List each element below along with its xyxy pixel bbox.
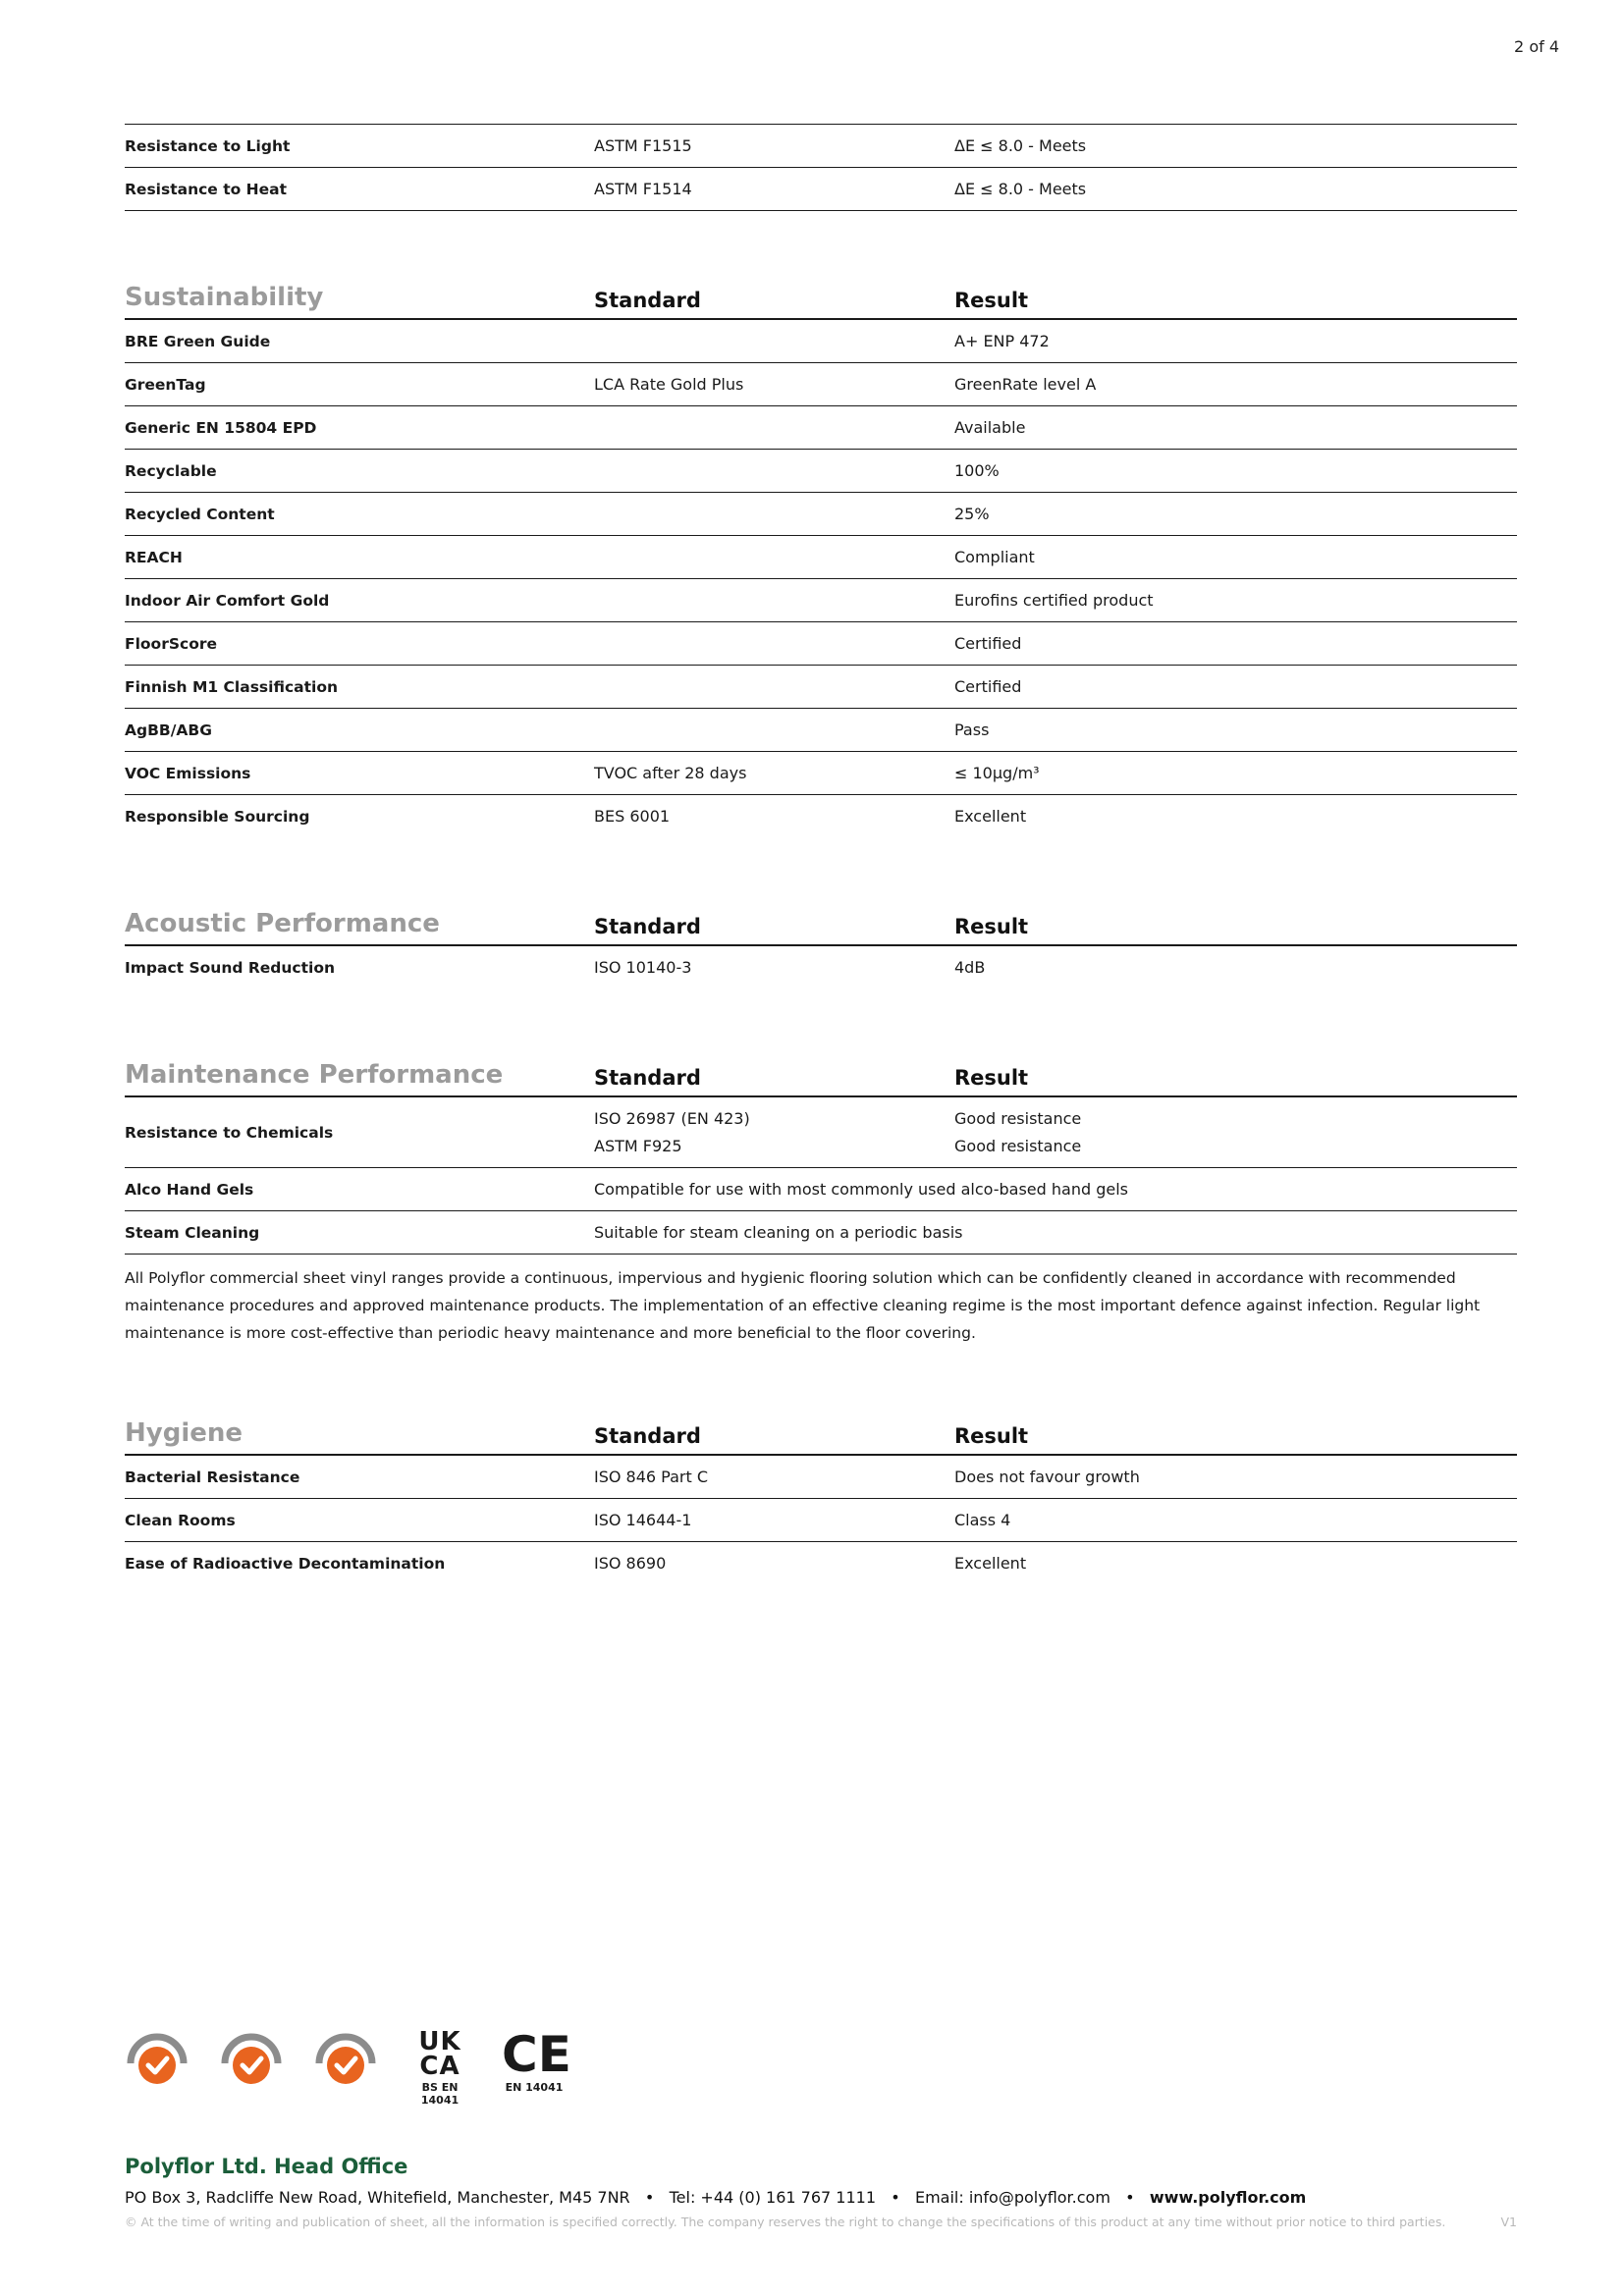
table-row — [125, 492, 1517, 535]
ce-caption: EN 14041 — [505, 2081, 564, 2094]
ce-mark-icon — [502, 2026, 571, 2099]
row-label: Indoor Air Comfort Gold — [125, 591, 330, 610]
row-result: Pass — [954, 721, 990, 739]
row-result: Excellent — [954, 1554, 1027, 1573]
section-title: Sustainability — [125, 283, 324, 312]
ukca-line1: UK — [418, 2027, 461, 2056]
row-standard: ISO 14644-1 — [594, 1511, 692, 1529]
row-standard: LCA Rate Gold Plus — [594, 375, 744, 394]
row-label: Ease of Radioactive Decontamination — [125, 1554, 446, 1573]
row-description: Compatible for use with most commonly used alco-based hand gels — [594, 1180, 1128, 1199]
footer — [125, 2155, 1517, 2229]
standard-header: Standard — [594, 915, 701, 938]
row-standard: TVOC after 28 days — [594, 764, 747, 782]
section-header — [125, 1053, 1517, 1097]
table-row — [125, 1167, 1517, 1210]
row-label: Alco Hand Gels — [125, 1180, 254, 1199]
table-row — [125, 946, 1517, 988]
row-standard: ISO 10140-3 — [594, 958, 692, 977]
row-label: Resistance to Heat — [125, 180, 288, 198]
sgs-certification-icon — [125, 2030, 189, 2099]
result-header: Result — [954, 1424, 1029, 1448]
table-row — [125, 124, 1517, 167]
section-title: Acoustic Performance — [125, 909, 440, 938]
standard-header: Standard — [594, 1066, 701, 1090]
result-header: Result — [954, 289, 1029, 312]
sustainability-section — [125, 276, 1517, 837]
row-standard — [594, 1105, 954, 1160]
table-row — [125, 1541, 1517, 1584]
row-label: Responsible Sourcing — [125, 807, 310, 826]
row-result: Does not favour growth — [954, 1468, 1140, 1486]
row-label: VOC Emissions — [125, 764, 251, 782]
section-title: Hygiene — [125, 1418, 244, 1448]
legal-notice — [125, 2215, 1517, 2229]
row-result: Available — [954, 418, 1026, 437]
standard-header: Standard — [594, 289, 701, 312]
acoustic-section — [125, 902, 1517, 988]
office-title: Polyflor Ltd. Head Office — [125, 2155, 408, 2178]
row-result: ΔE ≤ 8.0 - Meets — [954, 136, 1087, 155]
result-line: Good resistance — [954, 1136, 1082, 1155]
table-row — [125, 1456, 1517, 1498]
section-header — [125, 1412, 1517, 1456]
ce-mark: CE — [502, 2026, 571, 2083]
row-standard: BES 6001 — [594, 807, 671, 826]
result-header: Result — [954, 915, 1029, 938]
table-row — [125, 621, 1517, 665]
row-label: Recyclable — [125, 461, 217, 480]
row-result — [954, 1105, 1517, 1160]
table-row — [125, 362, 1517, 405]
legal-text: © At the time of writing and publication of sheet, all the information is specified correctly. The company reserves the right to change the specifications of this product at any time without prior notice to third parties. — [125, 2215, 1446, 2229]
row-result: ≤ 10µg/m³ — [954, 764, 1040, 782]
row-label: Finnish M1 Classification — [125, 677, 338, 696]
sgs-certification-icon — [219, 2030, 284, 2099]
page-number: 2 of 4 — [1514, 37, 1559, 56]
telephone: Tel: +44 (0) 161 767 1111 — [669, 2188, 876, 2207]
row-label: AgBB/ABG — [125, 721, 212, 739]
row-result: 25% — [954, 505, 990, 523]
table-row — [125, 1210, 1517, 1254]
row-result: Certified — [954, 677, 1022, 696]
table-row — [125, 751, 1517, 794]
table-row — [125, 1097, 1517, 1167]
email-link[interactable]: Email: info@polyflor.com — [914, 2188, 1110, 2207]
section-header — [125, 276, 1517, 320]
address: PO Box 3, Radcliffe New Road, Whitefield, Manchester, M45 7NR — [125, 2188, 630, 2207]
table-row — [125, 578, 1517, 621]
row-label: Impact Sound Reduction — [125, 958, 336, 977]
row-standard: ISO 846 Part C — [594, 1468, 709, 1486]
row-result: Eurofins certified product — [954, 591, 1154, 610]
row-label: Generic EN 15804 EPD — [125, 418, 317, 437]
certification-logos — [125, 2026, 571, 2107]
row-result: Excellent — [954, 807, 1027, 826]
ukca-mark-icon — [407, 2027, 472, 2107]
row-result: 100% — [954, 461, 1000, 480]
standard-header: Standard — [594, 1424, 701, 1448]
row-label: Clean Rooms — [125, 1511, 236, 1529]
sgs-certification-icon — [313, 2030, 378, 2099]
standard-line: ASTM F925 — [594, 1136, 682, 1155]
row-standard: ASTM F1514 — [594, 180, 692, 198]
row-result: 4dB — [954, 958, 986, 977]
ukca-line2: CA — [419, 2052, 460, 2081]
top-table — [125, 124, 1517, 211]
table-row — [125, 320, 1517, 362]
table-row — [125, 665, 1517, 708]
table-row — [125, 449, 1517, 492]
spec-content — [125, 124, 1517, 1584]
result-header: Result — [954, 1066, 1029, 1090]
section-title: Maintenance Performance — [125, 1060, 504, 1090]
website-link[interactable]: www.polyflor.com — [1149, 2188, 1307, 2207]
row-label: Recycled Content — [125, 505, 275, 523]
maintenance-section — [125, 1053, 1517, 1347]
table-row — [125, 1498, 1517, 1541]
row-standard: ASTM F1515 — [594, 136, 692, 155]
row-label: REACH — [125, 548, 183, 566]
row-result: GreenRate level A — [954, 375, 1097, 394]
row-label: Resistance to Chemicals — [125, 1123, 334, 1142]
version-label: V1 — [1500, 2215, 1517, 2229]
row-result: Class 4 — [954, 1511, 1011, 1529]
standard-line: ISO 26987 (EN 423) — [594, 1108, 750, 1128]
table-row — [125, 535, 1517, 578]
row-result: A+ ENP 472 — [954, 332, 1050, 350]
table-row — [125, 167, 1517, 211]
row-description: Suitable for steam cleaning on a periodic basis — [594, 1223, 963, 1242]
row-label: BRE Green Guide — [125, 332, 271, 350]
row-label: Steam Cleaning — [125, 1223, 260, 1242]
contact-line: PO Box 3, Radcliffe New Road, Whitefield, Manchester, M45 7NR • Tel: +44 (0) 161 767 1111 • Email: info@polyflor.com • www.polyflor.com — [125, 2188, 1307, 2207]
row-label: FloorScore — [125, 634, 217, 653]
row-result: ΔE ≤ 8.0 - Meets — [954, 180, 1087, 198]
row-label: Resistance to Light — [125, 136, 291, 155]
table-row — [125, 708, 1517, 751]
table-row — [125, 405, 1517, 449]
result-line: Good resistance — [954, 1108, 1082, 1128]
table-row — [125, 794, 1517, 837]
ukca-caption: BS EN 14041 — [420, 2081, 460, 2107]
hygiene-section — [125, 1412, 1517, 1584]
section-header — [125, 902, 1517, 946]
row-result: Compliant — [954, 548, 1035, 566]
row-standard: ISO 8690 — [594, 1554, 667, 1573]
row-label: GreenTag — [125, 375, 206, 394]
maintenance-paragraph: All Polyflor commercial sheet vinyl ranges provide a continuous, impervious and hygienic flooring solution which can be confidently cleaned in accordance with recommended maintenance procedures and approved maintenance products. The implementation of an effective cleaning regime is the most important defence against infection. Regular light maintenance is more cost-effective than periodic heavy maintenance and more beneficial to the floor covering. — [125, 1254, 1517, 1347]
row-result: Certified — [954, 634, 1022, 653]
row-label: Bacterial Resistance — [125, 1468, 300, 1486]
